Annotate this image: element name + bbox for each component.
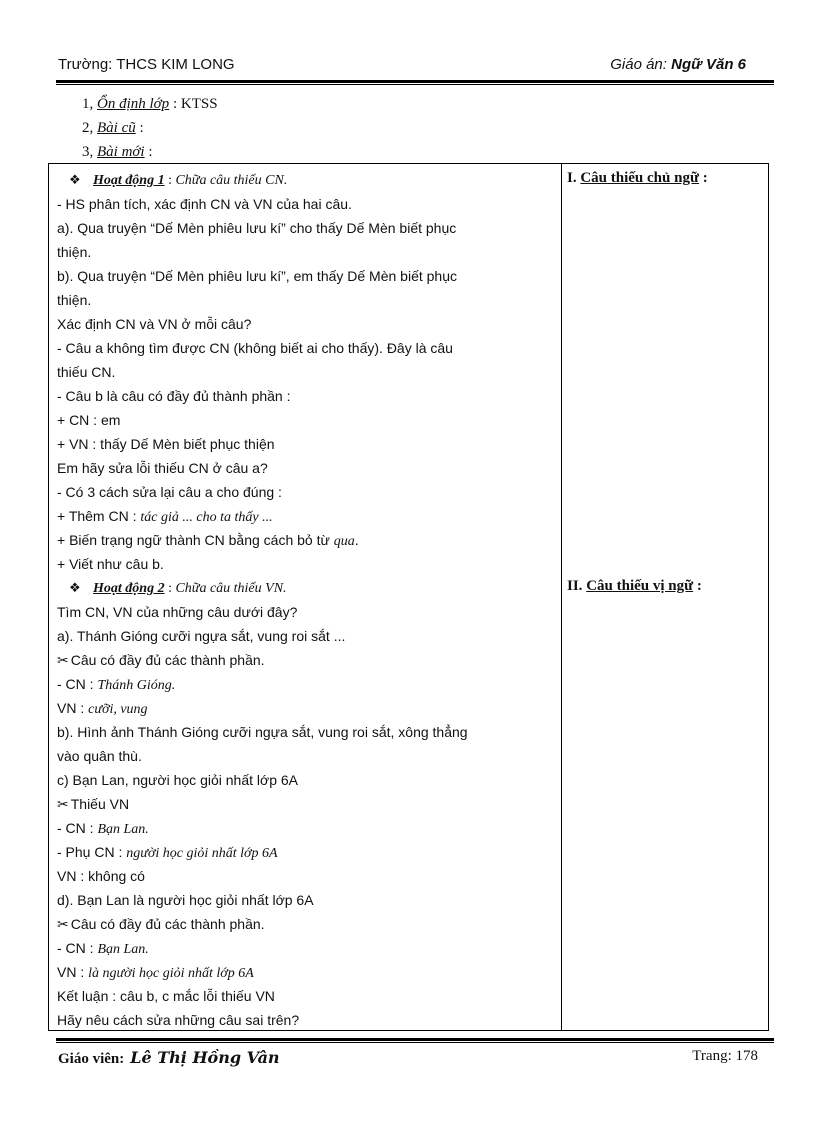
activity-separator: : — [164, 173, 176, 188]
content-line — [57, 840, 559, 864]
line-italic: là người học giỏi nhất lớp 6A — [88, 966, 254, 981]
content-line — [57, 672, 559, 696]
diamond-bullet-icon: ❖ — [69, 172, 81, 187]
line-text: VN : — [57, 700, 89, 716]
line-italic: người học giỏi nhất lớp 6A — [126, 846, 278, 861]
scissors-icon: ✂ — [57, 652, 69, 668]
section-rest: : — [698, 170, 708, 186]
scissors-icon: ✂ — [57, 796, 69, 812]
content-line: a). Qua truyện “Dế Mèn phiêu lưu kí” cho thấy Dế Mèn biết phục — [57, 220, 457, 236]
content-line: + CN : em — [57, 412, 121, 428]
intro-number: 1, — [82, 96, 97, 112]
line-italic: Thánh Gióng. — [97, 678, 176, 693]
lesson-table — [48, 163, 769, 1031]
intro-item — [82, 92, 218, 116]
intro-label: Bài cũ — [97, 120, 136, 136]
line-text: Thiếu VN — [70, 796, 130, 812]
section-label: Câu thiếu chủ ngữ — [580, 170, 699, 186]
section-number: I. — [567, 170, 581, 186]
intro-rest: : KTSS — [169, 96, 218, 112]
content-line — [57, 960, 559, 984]
line-text: Câu có đầy đủ các thành phần. — [70, 916, 265, 932]
content-line: Hãy nêu cách sửa những câu sai trên? — [57, 1012, 300, 1028]
section-rest: : — [693, 578, 702, 594]
content-line: - HS phân tích, xác định CN và VN của hai câu. — [57, 196, 352, 212]
column-divider — [561, 164, 562, 1030]
activity-title: Hoạt động 1 — [93, 173, 165, 188]
intro-rest: : — [144, 144, 153, 160]
content-line: Tìm CN, VN của những câu dưới đây? — [57, 604, 298, 620]
teacher-label — [58, 1048, 280, 1068]
content-line — [57, 912, 559, 936]
page-header — [58, 56, 774, 78]
content-line: - Câu a không tìm được CN (không biết ai cho thấy). Đây là câu — [57, 340, 453, 356]
content-line: a). Thánh Gióng cưỡi ngựa sắt, vung roi sắt ... — [57, 628, 346, 644]
line-text: - Phụ CN : — [57, 844, 127, 860]
content-line — [57, 936, 559, 960]
line-italic: cưỡi, vung — [88, 702, 148, 717]
footer-divider — [56, 1038, 774, 1041]
content-line: - Câu b là câu có đầy đủ thành phần : — [57, 388, 291, 404]
content-line: thiếu CN. — [57, 364, 116, 380]
activity-heading — [57, 576, 559, 600]
section-number: II. — [567, 578, 587, 594]
intro-item — [82, 140, 218, 164]
content-line: VN : không có — [57, 868, 145, 884]
intro-rest: : — [135, 120, 144, 136]
teacher-label-text: Giáo viên: — [58, 1051, 125, 1067]
line-italic: tác giả ... cho ta thấy ... — [140, 510, 273, 525]
line-italic: Bạn Lan. — [97, 942, 149, 957]
school-name: Trường: THCS KIM LONG — [58, 56, 235, 73]
intro-list — [82, 92, 218, 164]
content-line: d). Bạn Lan là người học giỏi nhất lớp 6A — [57, 892, 314, 908]
content-line — [57, 792, 559, 816]
content-line — [57, 504, 559, 528]
line-text: - CN : — [57, 940, 98, 956]
content-line: b). Hình ảnh Thánh Gióng cưỡi ngựa sắt, vung roi sắt, xông thẳng — [57, 724, 468, 740]
line-text: - CN : — [57, 676, 98, 692]
content-line: Xác định CN và VN ở mỗi câu? — [57, 316, 252, 332]
activity-heading — [57, 168, 559, 192]
line-text: Câu có đầy đủ các thành phần. — [70, 652, 265, 668]
teacher-signature: Lê Thị Hồng Vân — [130, 1048, 280, 1067]
line-italic: qua — [333, 534, 355, 549]
content-line: c) Bạn Lan, người học giỏi nhất lớp 6A — [57, 772, 298, 788]
line-text: VN : — [57, 964, 89, 980]
content-line — [57, 816, 559, 840]
lesson-plan-label — [610, 56, 746, 73]
section-heading — [567, 170, 708, 187]
lesson-plan-prefix: Giáo án: — [610, 56, 672, 73]
content-line: vào quân thù. — [57, 748, 142, 764]
intro-label: Ổn định lớp — [97, 96, 170, 112]
intro-number: 2, — [82, 120, 97, 136]
line-text: + Thêm CN : — [57, 508, 141, 524]
content-line: Em hãy sửa lỗi thiếu CN ở câu a? — [57, 460, 268, 476]
footer-divider-thin — [56, 1042, 774, 1043]
content-line: - Có 3 cách sửa lại câu a cho đúng : — [57, 484, 282, 500]
page-number: Trang: 178 — [692, 1048, 758, 1064]
header-divider — [56, 80, 774, 83]
intro-label: Bài mới — [97, 144, 145, 160]
intro-number: 3, — [82, 144, 97, 160]
line-italic: Bạn Lan. — [97, 822, 149, 837]
activity-description: Chữa câu thiếu VN. — [175, 581, 287, 596]
content-line: + Viết như câu b. — [57, 556, 164, 572]
lesson-plan-subject: Ngữ Văn 6 — [671, 56, 746, 73]
content-line: + VN : thấy Dế Mèn biết phục thiện — [57, 436, 275, 452]
content-line — [57, 648, 559, 672]
line-text: + Biến trạng ngữ thành CN bằng cách bỏ từ — [57, 532, 334, 548]
activity-column — [49, 168, 559, 1032]
activity-title: Hoạt động 2 — [93, 581, 165, 596]
intro-item — [82, 116, 218, 140]
line-text-end: . — [354, 532, 359, 548]
activity-description: Chữa câu thiếu CN. — [175, 173, 288, 188]
content-line — [57, 696, 559, 720]
line-text: - CN : — [57, 820, 98, 836]
scissors-icon: ✂ — [57, 916, 69, 932]
section-heading — [567, 578, 702, 595]
header-divider-thin — [56, 84, 774, 85]
content-line: thiện. — [57, 292, 92, 308]
content-line: thiện. — [57, 244, 92, 260]
content-line: Kết luận : câu b, c mắc lỗi thiếu VN — [57, 988, 275, 1004]
page-footer — [58, 1048, 758, 1072]
content-line — [57, 528, 559, 552]
activity-separator: : — [164, 581, 176, 596]
content-line: b). Qua truyện “Dế Mèn phiêu lưu kí”, em thấy Dế Mèn biết phục — [57, 268, 458, 284]
diamond-bullet-icon: ❖ — [69, 580, 81, 595]
section-label: Câu thiếu vị ngữ — [586, 578, 694, 594]
